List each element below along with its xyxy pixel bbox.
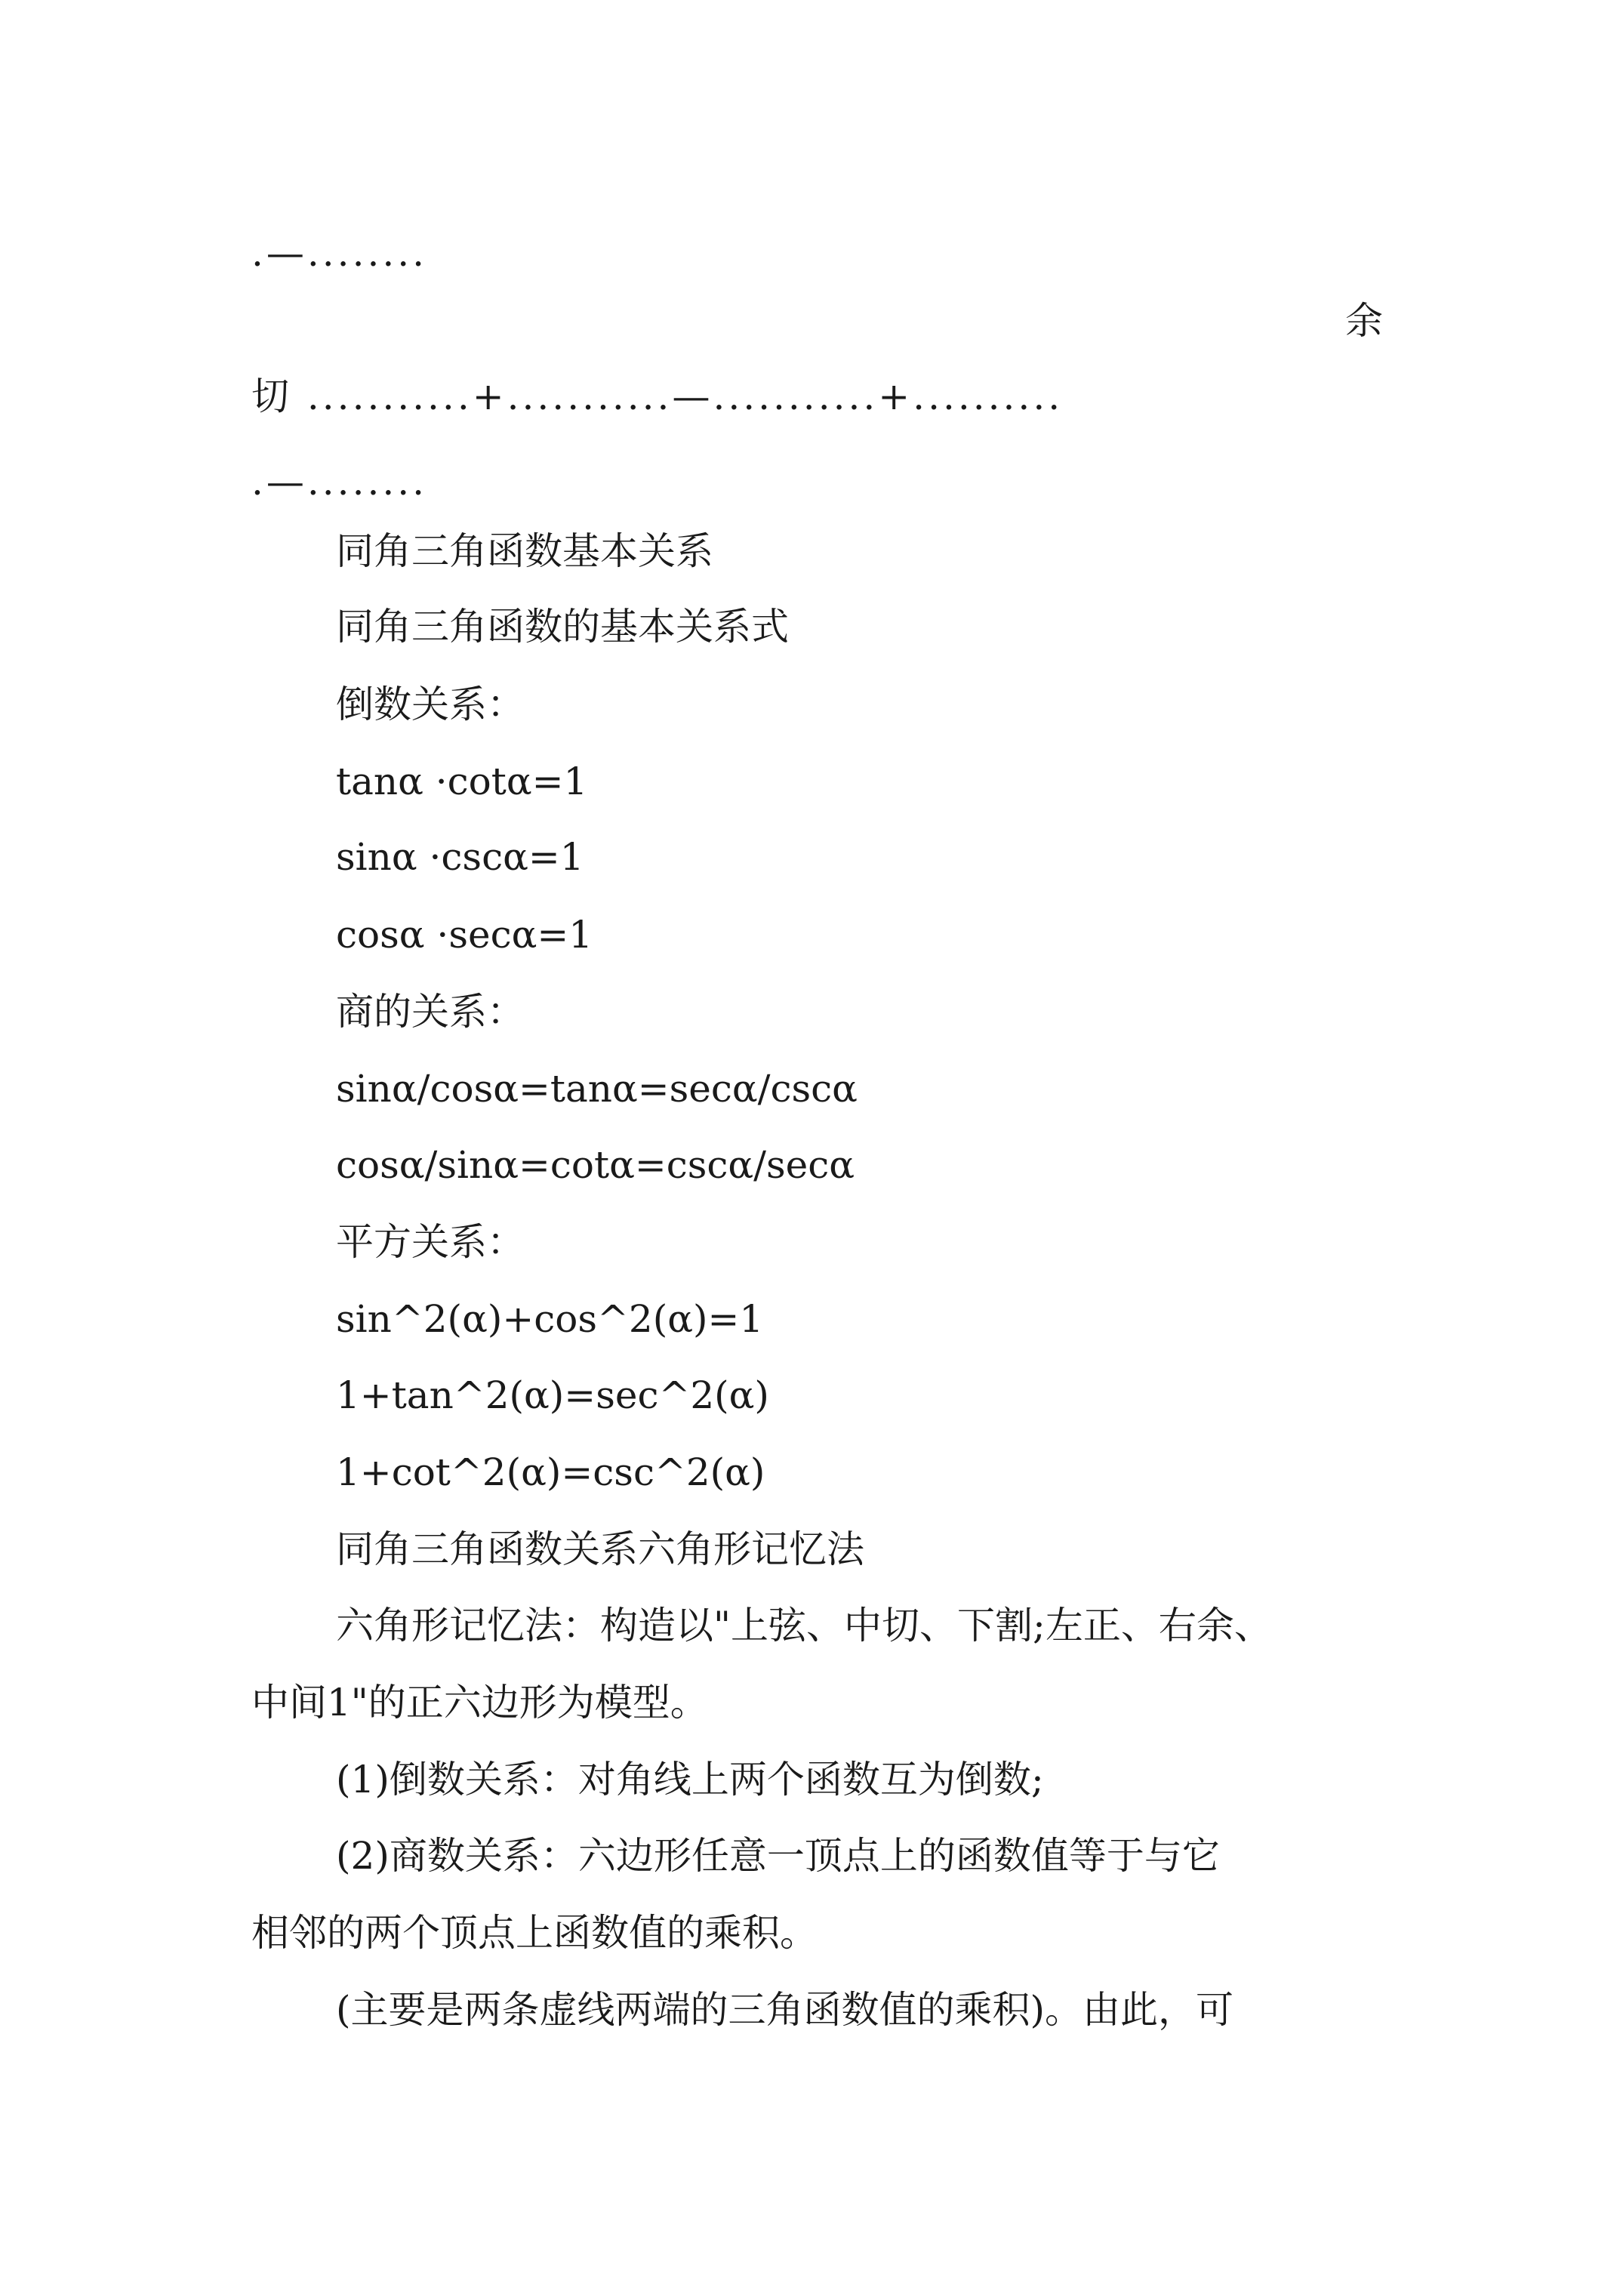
section-heading: 同角三角函数基本关系 — [336, 529, 713, 573]
label-square: 平方关系： — [336, 1220, 525, 1264]
formula: sin^2(α)+cos^2(α)=1 — [336, 1297, 764, 1341]
dotted-line: .—........ — [251, 460, 428, 504]
paragraph-line: 中间1"的正六边形为模型。 — [251, 1681, 708, 1724]
paragraph-line: (1)倒数关系：对角线上两个函数互为倒数; — [336, 1758, 1044, 1801]
formula: tanα ·cotα=1 — [336, 760, 588, 803]
formula: 1+cot^2(α)=csc^2(α) — [336, 1450, 765, 1494]
label-reciprocal: 倒数关系： — [336, 683, 525, 726]
paragraph-line: 六角形记忆法：构造以"上弦、中切、下割;左正、右余、 — [336, 1604, 1272, 1647]
subheading: 同角三角函数的基本关系式 — [336, 605, 789, 649]
label-quotient: 商的关系： — [336, 990, 525, 1034]
text-line: 余 — [1345, 299, 1383, 343]
dotted-line: .—........ — [251, 231, 428, 275]
paragraph-line: (主要是两条虚线两端的三角函数值的乘积)。由此，可 — [336, 1988, 1234, 2032]
dotted-line: 切 ...........+...........—...........+.......... — [251, 374, 1064, 418]
formula: sinα/cosα=tanα=secα/cscα — [336, 1067, 858, 1111]
formula: sinα ·cscα=1 — [336, 835, 584, 879]
paragraph-line: (2)商数关系：六边形任意一顶点上的函数值等于与它 — [336, 1834, 1220, 1878]
paragraph-line: 相邻的两个顶点上函数值的乘积。 — [251, 1911, 818, 1955]
formula: cosα/sinα=cotα=cscα/secα — [336, 1143, 855, 1187]
formula: 1+tan^2(α)=sec^2(α) — [336, 1373, 769, 1417]
formula: cosα ·secα=1 — [336, 913, 593, 957]
subheading: 同角三角函数关系六角形记忆法 — [336, 1527, 864, 1571]
